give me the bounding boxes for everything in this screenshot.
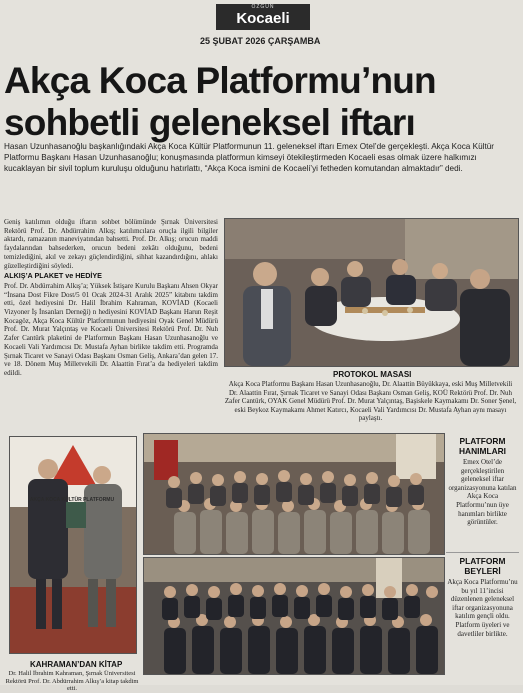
body-paragraph-1: Geniş katılımın olduğu iftarın sohbet bölümünde Şırnak Üniversitesi Rektörü Prof. Dr. Abdürrahim Alkış; katılımcılara oruçla ilgili bilgiler aktardı, ramazanın maneviyatından bahsetti. Prof. Dr. Alkış; orucun maddi faydalarından bahsederken, orucun bedeni zekâtı olduğunu, bedeni temizlediğini, akıl ve zekayı güçlendirdiğini, sihhat kazandırdığını, ahlakı güzelleştirdiğini söyledi. [4, 218, 218, 270]
body-column [4, 218, 218, 379]
photo-women-group [143, 433, 445, 555]
headline-line-1: Akça Koca Platformu’nun [4, 60, 436, 101]
body-paragraph-2: Prof. Dr. Abdürrahim Alkış’a; Yüksek İstişare Kurulu Başkanı Ahsen Okyar “İnsana Dost Fikre Dost/5 01 Ocak 2024-31 Aralık 2025” kitabını takdim etti, özel hediyesini Dr. Halil İbrahim Kahraman, KOVİAD (Kocaeli Vizyoner İş İnsanları Derneği) n hediyesini KOVİAD Başkanı Harun Reşit Kocagöz, Akça Koca Kültür Platformunun hediyesini Oyak Genel Müdürü Prof. Dr. Murat Yalçıntaş ve Kocaeli Üniversitesi Rektörü Prof. Dr. Nuh Zafer Cantürk plaketini de Platformun Başkanı Hasan Uzunhasanoğlu ve Kocaeli Vali Yardımcısı Dr. Mustafa Ayhan birlikte takdim etti. Programda Şırnak Ticaret ve Sanayi Odası Başkanı Osman Geliş, Ankara’dan gelen 17. ve 18. Dönem Muş Milletvekili Dr. Alaattin Fırat’a da hediyeleri takdim edildi. [4, 281, 218, 377]
photo-protocol-table [224, 218, 519, 367]
photo-2-caption: Dr. Halil İbrahim Kahraman, Şırnak Üniversitesi Rektörü Prof. Dr. Abdürrahim Alkış’a kitap takdim etti. [5, 670, 139, 692]
photo-men-group [143, 557, 445, 675]
headline [4, 60, 519, 144]
photo-1-caption: Akça Koca Platformu Başkanı Hasan Uzunhasanoğlu, Dr. Alaattin Büyükkaya, eski Muş Milletvekili Dr. Alaattin Fırat, Şırnak Ticaret ve Sanayi Odası Başkanı Osman Geliş, KOÜ Rektörü Prof. Dr. Nuh Zafer Cantürk, OYAK Genel Müdürü Prof. Dr. Murat Yalçıntaş, Başiskele Kaymakamı Dr. Soner Şenel, eski Beykoz Kaymakamı Ahmet Katırcı, Kocaeli Vali Yardımcısı Dr. Mustafa Ayhan aynı masayı paylaştı. [224, 380, 517, 423]
sidebox-divider [446, 552, 519, 553]
sidebox-men-title: PLATFORM BEYLERİ [459, 556, 506, 576]
lead-paragraph: Hasan Uzunhasanoğlu başkanlığındaki Akça Koca Kültür Platformunun 11. geleneksel iftarı Emex Otel’de gerçekleşti. Akça Koca Kültür Platformu Başkanı Hasan Uzunhasanoğlu; konuşmasında platformun kimseyi ötekileştirmeden Kocaeli esas olmak üzere halkımızı kucaklayan bir sivil toplum kuruluşu olduğunu hatırlattı, “Akça Koca ismini de Kocaeli’yi fetheden komutandan almaktadır” dedi. [4, 142, 495, 173]
sidebox-men [446, 556, 519, 638]
sidebox-women-title: PLATFORM HANIMLARI [459, 436, 506, 456]
headline-line-2: sohbetli geleneksel iftarı [4, 102, 416, 143]
body-subhead: ALKIŞ’A PLAKET ve HEDİYE [4, 271, 102, 281]
masthead-small: ÖZGÜN [251, 4, 275, 10]
sidebox-men-text: Akça Koca Platformu’nu bu yıl 11’incisi düzenlenen geleneksel iftar organizasyonuna katılım gençli oldu. Platform üyeleri ve davetliler birlikte. [447, 578, 518, 638]
sidebox-women-text: Emex Otel’de gerçekleştirilen geleneksel iftar organizasyonuna katılan Akça Koca Platformu’nun üye hanımları birlikte görüntüler. [448, 458, 517, 527]
masthead-name: Kocaeli [236, 10, 290, 27]
sidebox-women [446, 436, 519, 527]
dateline: 25 ŞUBAT 2026 ÇARŞAMBA [200, 36, 321, 46]
photo-2-title: KAHRAMAN’DAN KİTAP [30, 660, 123, 669]
photo-1-title: PROTOKOL MASASI [333, 370, 412, 379]
banner-text: AKÇA KOCA KÜLTÜR PLATFORMU [29, 497, 115, 503]
photo-book-presentation [9, 436, 137, 654]
masthead-logo [216, 4, 310, 30]
